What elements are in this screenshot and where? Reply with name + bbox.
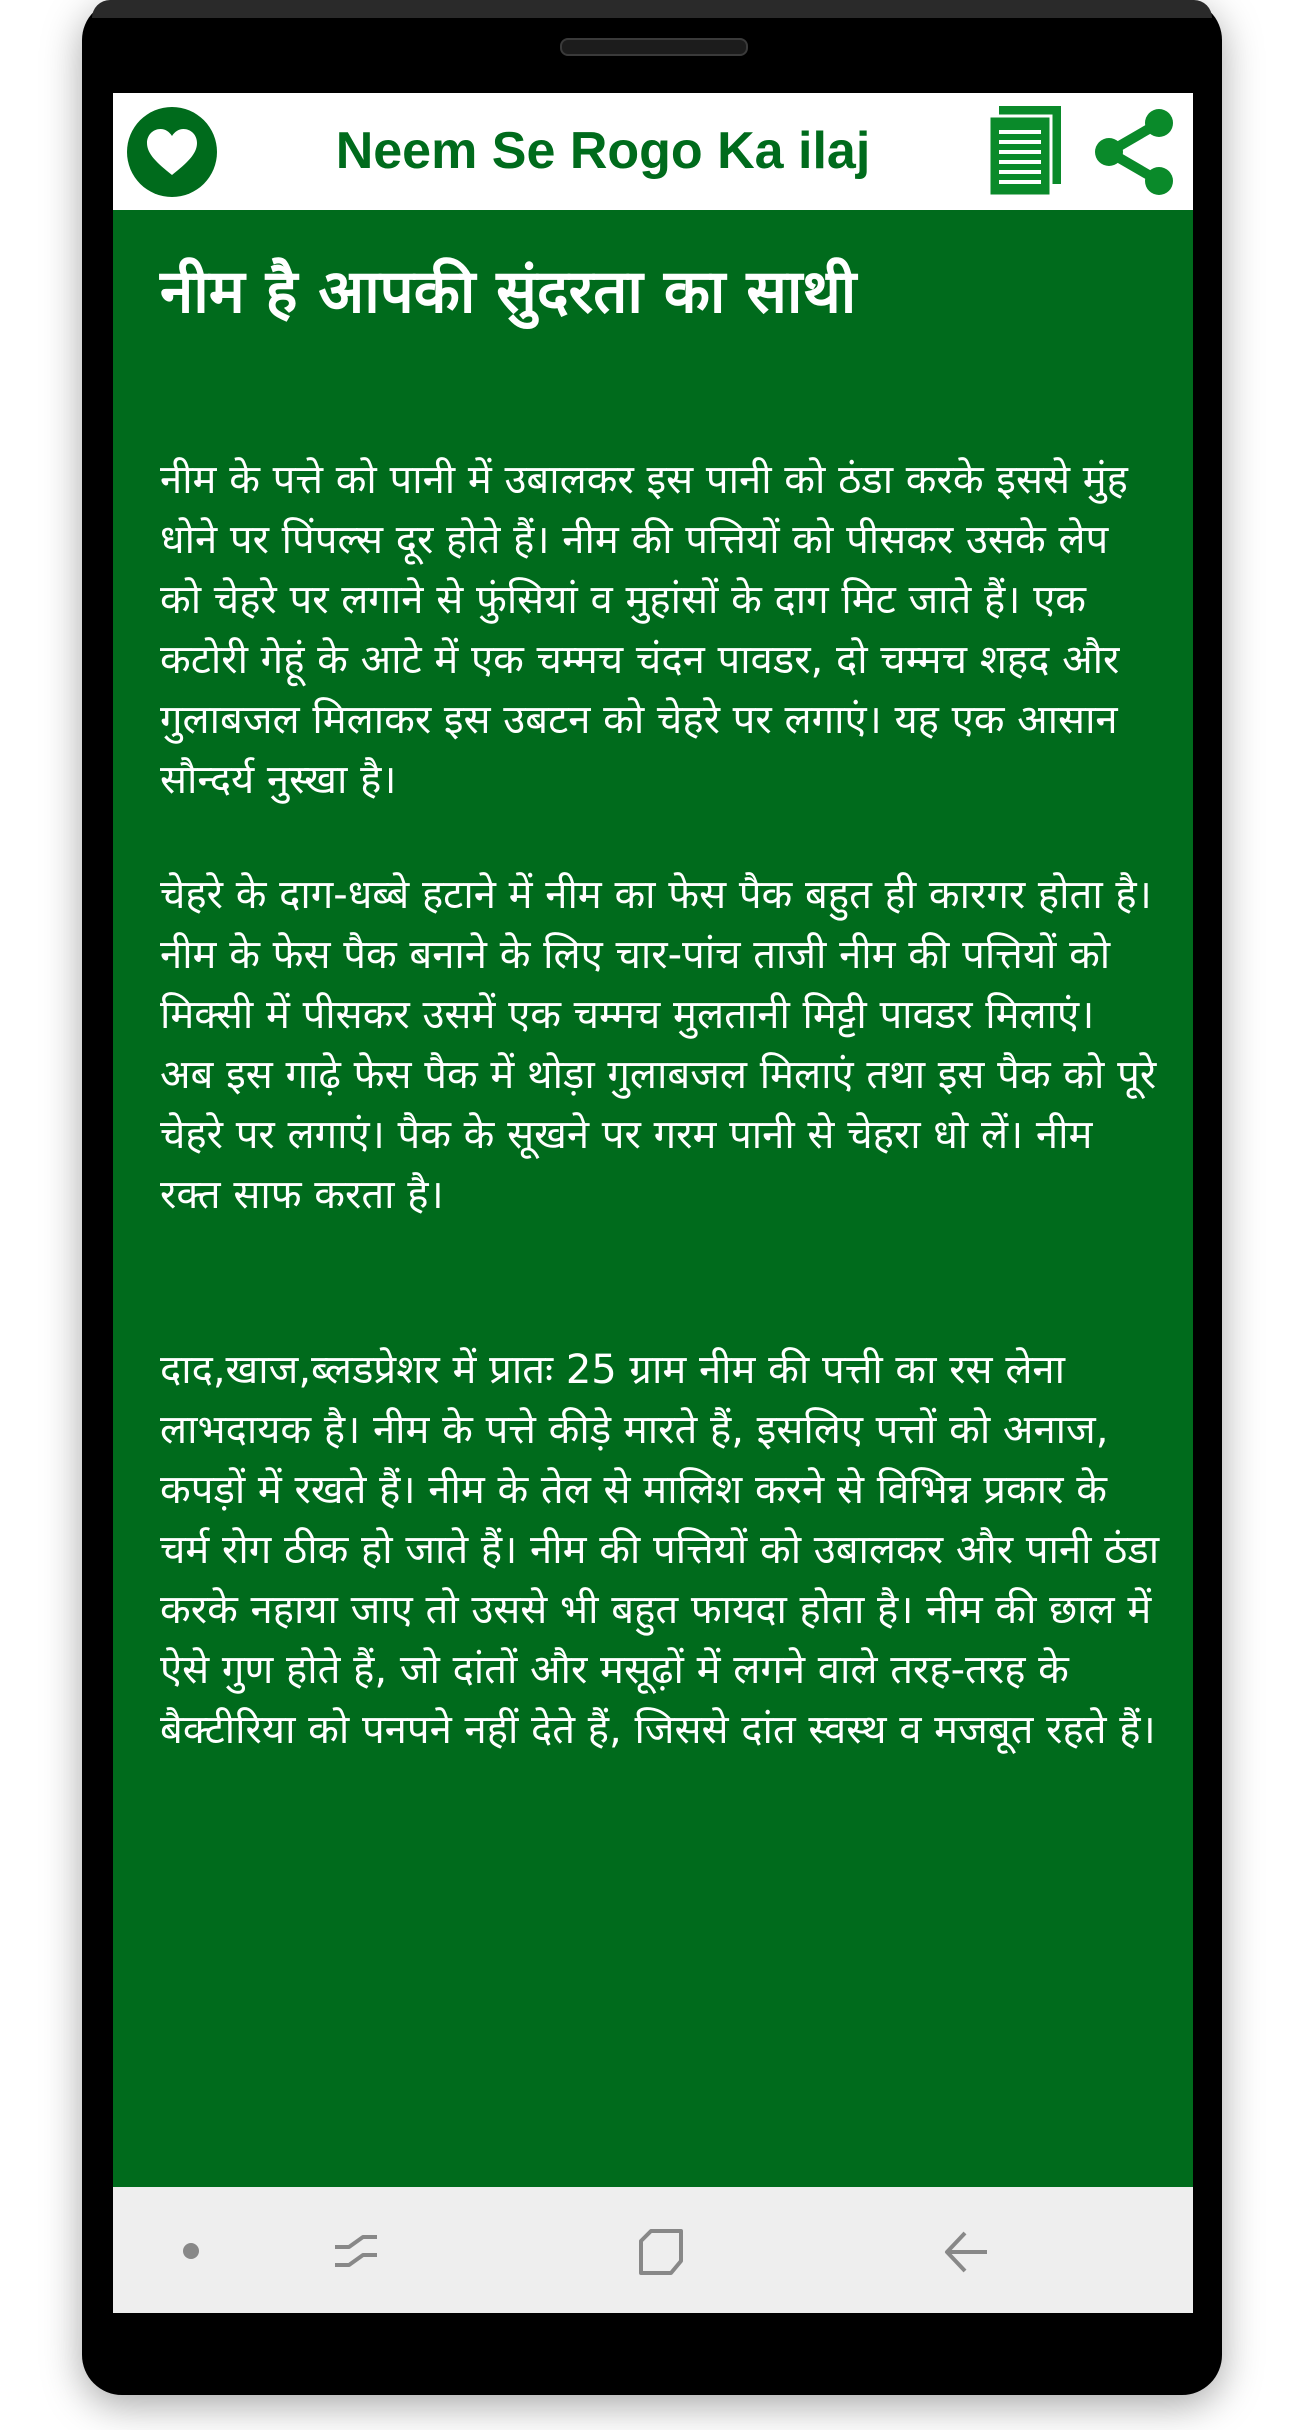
phone-speaker xyxy=(560,38,748,56)
heart-icon[interactable] xyxy=(127,107,217,197)
dot-icon[interactable] xyxy=(183,2243,199,2259)
recents-icon[interactable] xyxy=(329,2225,383,2279)
article-paragraph: चेहरे के दाग-धब्बे हटाने में नीम का फेस पैक बहुत ही कारगर होता है। नीम के फेस पैक बनाने के लिए चार-पांच ताजी नीम की पत्तियों को मिक्सी में पीसकर उसमें एक चम्मच मुलतानी मिट्टी पावडर मिलाएं। अब इस गाढ़े फेस पैक में थोड़ा गुलाबजल मिलाएं तथा इस पैक को पूरे चेहरे पर लगाएं। पैक के सूखने पर गरम पानी से चेहरा धो लें। नीम रक्त साफ करता है। xyxy=(160,872,1157,1218)
phone-top-edge xyxy=(92,0,1212,18)
article-title: नीम है आपकी सुंदरता का साथी xyxy=(160,257,857,327)
app-screen xyxy=(113,93,1193,2313)
article-content xyxy=(113,210,1193,2187)
home-icon[interactable] xyxy=(635,2225,689,2279)
app-header xyxy=(113,93,1193,210)
navigation-bar xyxy=(113,2187,1193,2313)
share-icon[interactable] xyxy=(1091,107,1177,197)
app-title: Neem Se Rogo Ka ilaj xyxy=(335,122,871,180)
back-icon[interactable] xyxy=(939,2225,993,2279)
document-list-icon[interactable] xyxy=(985,104,1065,198)
article-paragraph: दाद,खाज,ब्लडप्रेशर में प्रातः 25 ग्राम नीम की पत्ती का रस लेना लाभदायक है। नीम के पत्ते कीड़े मारते हैं, इसलिए पत्तों को अनाज, कपड़ों में रखते हैं। नीम के तेल से मालिश करने से विभिन्न प्रकार के चर्म रोग ठीक हो जाते हैं। नीम की पत्तियों को उबालकर और पानी ठंडा करके नहाया जाए तो उससे भी बहुत फायदा होता है। नीम की छाल में ऐसे गुण होते हैं, जो दांतों और मसूढ़ों में लगने वाले तरह-तरह के बैक्टीरिया को पनपने नहीं देते हैं, जिससे दांत स्वस्थ व मजबूत रहते हैं। xyxy=(160,1347,1160,1753)
article-paragraph: नीम के पत्ते को पानी में उबालकर इस पानी को ठंडा करके इससे मुंह धोने पर पिंपल्स दूर होते हैं। नीम की पत्तियों को पीसकर उसके लेप को चेहरे पर लगाने से फुंसियां व मुहांसों के दाग मिट जाते हैं। एक कटोरी गेहूं के आटे में एक चम्मच चंदन पावडर, दो चम्मच शहद और गुलाबजल मिलाकर इस उबटन को चेहरे पर लगाएं। यह एक आसान सौन्दर्य नुस्खा है। xyxy=(160,457,1128,803)
